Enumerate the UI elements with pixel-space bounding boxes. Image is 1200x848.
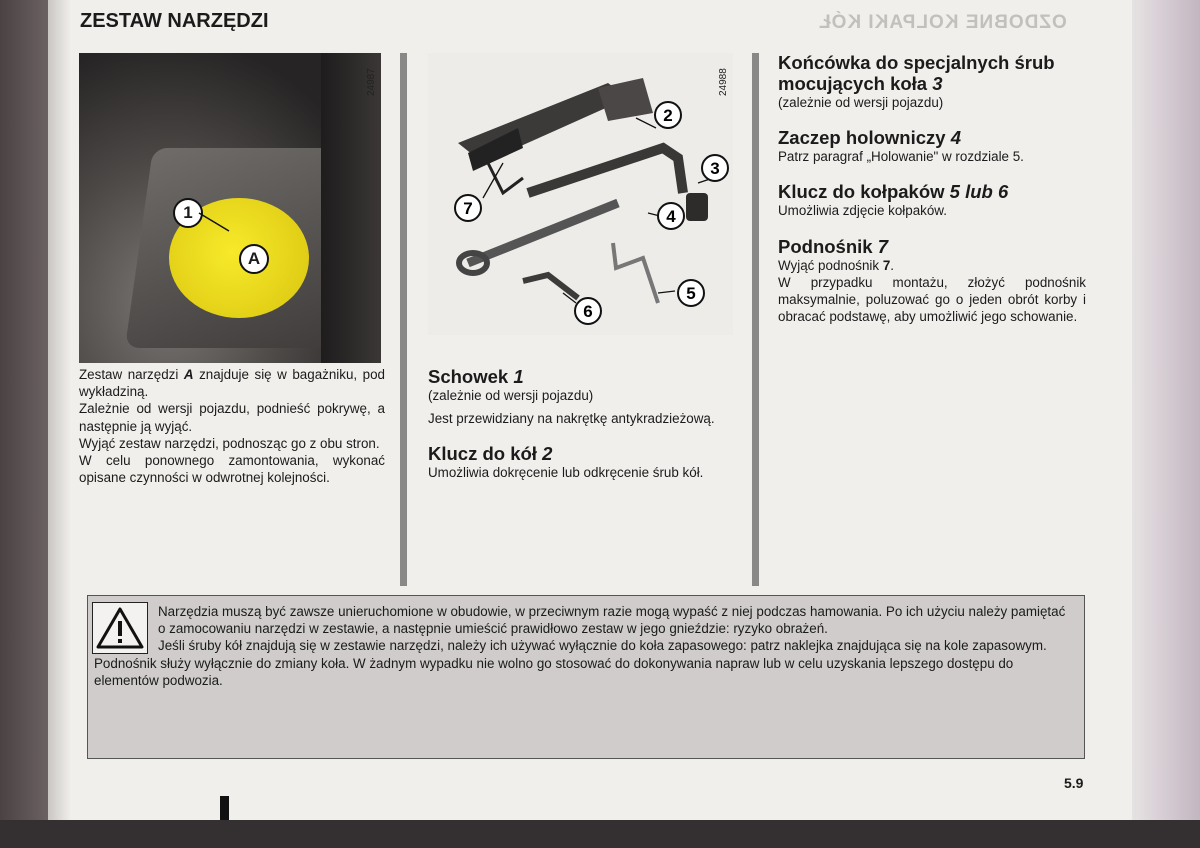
book-gutter-shadow: [0, 0, 48, 848]
jack-drawing: [458, 78, 653, 193]
column-divider-1: [400, 53, 407, 586]
hubcap-key-body: Umożliwia zdjęcie kołpaków.: [778, 203, 947, 219]
intro-paragraph-3: Wyjąć zestaw narzędzi, podnosząc go z obu stron.: [79, 435, 380, 451]
socket-note: (zależnie od wersji pojazdu): [778, 95, 944, 110]
warning-line-2: Jeśli śruby kół znajdują się w zestawie narzędzi, należy ich używać wyłącznie do koła zapasowego: patrz naklejka znajdująca się na kole zapasowym.: [158, 638, 1047, 654]
warning-line-3: Podnośnik służy wyłącznie do zmiany koła. W żadnym wypadku nie wolno go stosować do dokonywania napraw lub w celu uzyskania lepszego dostępu do elementów podwozia.: [94, 655, 1014, 688]
warning-text: [94, 603, 1074, 689]
column-3-sections: [778, 52, 1086, 325]
figure-code-1: 24987: [366, 68, 377, 96]
callout-leaders: [79, 53, 381, 363]
jack-crank-drawing: [613, 243, 658, 303]
page-number: 5.9: [1064, 775, 1084, 791]
wheel-brace-drawing: [528, 148, 683, 193]
section-heading-towing-eye: Zaczep holowniczy 4: [778, 127, 961, 149]
callout-7: 7: [463, 199, 473, 218]
binding-shade: [48, 0, 70, 820]
page-marker: [220, 796, 229, 820]
callout-1: 1: [173, 198, 203, 228]
callout-5: 5: [686, 284, 696, 303]
storage-body: Jest przewidziany na nakrętkę antykradzieżową.: [428, 411, 715, 427]
manual-page: [48, 0, 1140, 820]
intro-paragraph-4: W celu ponownego zamontowania, wykonać opisane czynności w odwrotnej kolejności.: [79, 453, 385, 486]
intro-text: [79, 366, 385, 486]
towing-eye-drawing: [468, 203, 618, 263]
callout-4: 4: [666, 207, 676, 226]
storage-note: (zależnie od wersji pojazdu): [428, 388, 594, 403]
callout-6: 6: [583, 302, 593, 321]
jack-body-1: Wyjąć podnośnik 7.: [778, 257, 895, 273]
tools-illustration: [428, 53, 733, 335]
column-2-sections: [428, 366, 738, 482]
hubcap-key-drawing: [523, 275, 578, 298]
warning-line-1: Narzędzia muszą być zawsze unieruchomione w obudowie, w przeciwnym razie mogą wypaść z niej podczas hamowania. Po ich użyciu należy pamiętać o zamocowaniu narzędzi w zestawie, a następnie umieścić prawidłowo zestaw w jego gnieździe: ryzyko obrażeń.: [158, 604, 1066, 637]
page-edge: [1132, 0, 1200, 820]
callout-2: 2: [663, 106, 673, 125]
callout-3: 3: [710, 159, 720, 178]
tools-drawing: [428, 53, 733, 335]
towing-eye-body: Patrz paragraf „Holowanie" w rozdziale 5.: [778, 149, 1024, 165]
section-heading-jack: Podnośnik 7: [778, 235, 888, 257]
section-heading-storage: Schowek 1: [428, 366, 524, 387]
trunk-photo: [79, 53, 381, 363]
warning-box: [87, 595, 1085, 759]
desk-background: [0, 820, 1200, 848]
section-heading-wheel-brace: Klucz do kół 2: [428, 443, 553, 465]
figure-code-2: 24988: [718, 68, 729, 96]
intro-paragraph-1: Zestaw narzędzi A znajduje się w bagażniku, pod wykładziną.: [79, 367, 385, 400]
column-divider-2: [752, 53, 759, 586]
intro-paragraph-2: Zależnie od wersji pojazdu, podnieść pokrywę, a następnie ją wyjąć.: [79, 401, 385, 434]
section-heading-socket: Końcówka do specjalnych śrub mocujących koła 3: [778, 52, 1055, 94]
callout-a: A: [239, 244, 269, 274]
jack-body-2: W przypadku montażu, złożyć podnośnik maksymalnie, poluzować go o jeden obrót korby i obracać podstawę, aby umożliwić jego schowanie.: [778, 274, 1086, 325]
wheel-brace-body: Umożliwia dokręcenie lub odkręcenie śrub kół.: [428, 465, 704, 481]
socket-drawing: [686, 193, 708, 221]
section-heading-hubcap-key: Klucz do kołpaków 5 lub 6: [778, 181, 1009, 203]
page-title: ZESTAW NARZĘDZI: [80, 10, 269, 32]
bleed-through-header: OZDOBNE KOLPAKI KÓŁ: [818, 12, 1067, 33]
